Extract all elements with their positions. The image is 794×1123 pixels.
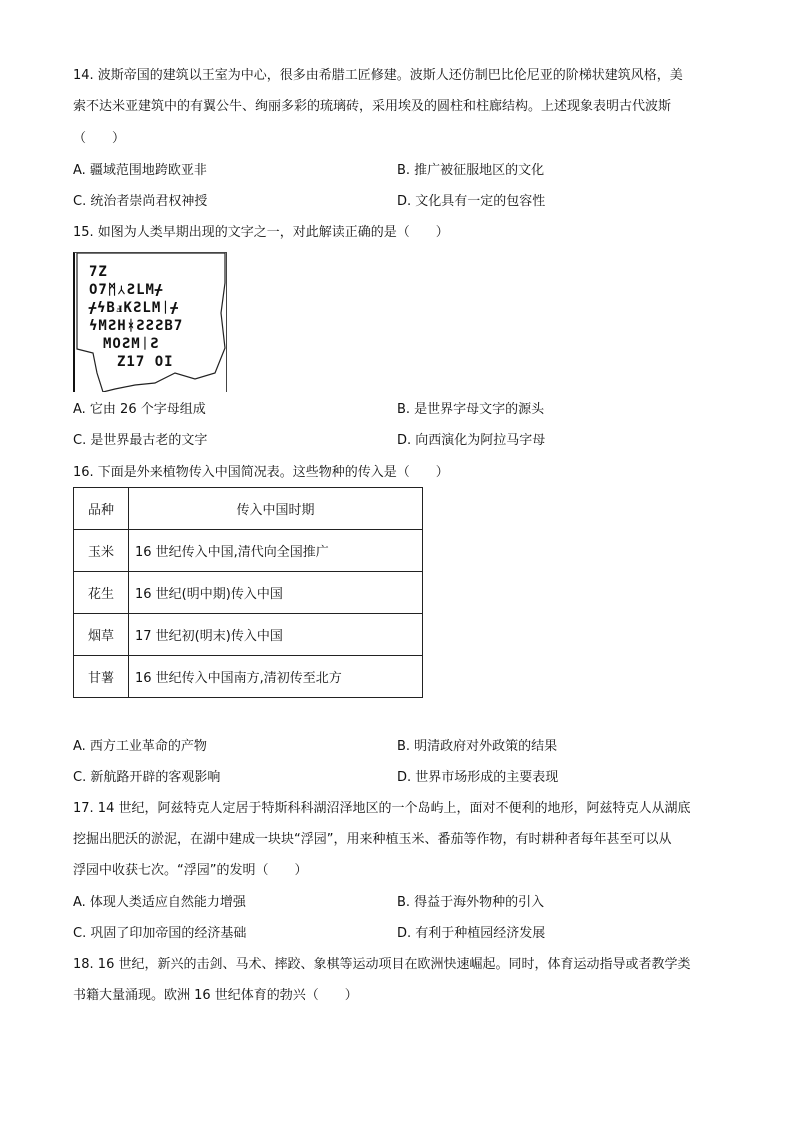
- q16-option-c: C. 新航路开辟的客观影响: [73, 770, 221, 785]
- q16-option-a: A. 西方工业革命的产物: [73, 739, 207, 754]
- inscription-line-4: ϟMƧHᚼƧƧƧB7: [89, 318, 184, 334]
- inscription-line-5: MOƧMᛁƧ: [103, 336, 160, 352]
- q14-option-a: A. 疆域范围地跨欧亚非: [73, 163, 207, 178]
- table-row: [74, 656, 423, 698]
- q15-option-a: A. 它由 26 个字母组成: [73, 402, 206, 417]
- q17-stem-line3: 浮园中收获七次。“浮园”的发明（ ）: [73, 863, 308, 878]
- table-row: [74, 614, 423, 656]
- plant-introduction-table: [73, 487, 423, 698]
- q18-stem-line2: 书籍大量涌现。欧洲 16 世纪体育的勃兴（ ）: [73, 988, 358, 1003]
- q14-option-c: C. 统治者崇尚君权神授: [73, 194, 208, 209]
- inscription-line-3: ᚋϟBⅎKƧLMᛁᚋ: [89, 300, 179, 316]
- table-header-variety: 品种: [74, 488, 129, 530]
- q16-option-d: D. 世界市场形成的主要表现: [397, 770, 559, 785]
- table-row: [74, 572, 423, 614]
- q17-stem-line1: 17. 14 世纪，阿兹特克人定居于特斯科科湖沼泽地区的一个岛屿上，面对不便利的地形，阿兹特克人从湖底: [73, 801, 691, 816]
- inscription-line-1: 7Z: [89, 264, 108, 280]
- q15-option-b: B. 是世界字母文字的源头: [397, 402, 545, 417]
- table-cell-variety: 烟草: [74, 614, 129, 656]
- table-cell-variety: 玉米: [74, 530, 129, 572]
- q17-option-c: C. 巩固了印加帝国的经济基础: [73, 926, 247, 941]
- table-cell-period: 16 世纪传入中国南方,清初传至北方: [129, 656, 423, 698]
- table-header-period: 传入中国时期: [129, 488, 423, 530]
- q17-stem-line2: 挖掘出肥沃的淤泥，在湖中建成一块块“浮园”，用来种植玉米、番茄等作物，有时耕种者每年甚至可以从: [73, 832, 672, 847]
- q14-stem-line1: 14. 波斯帝国的建筑以王室为中心，很多由希腊工匠修建。波斯人还仿制巴比伦尼亚的阶梯状建筑风格，美: [73, 68, 683, 83]
- table-cell-period: 17 世纪初(明末)传入中国: [129, 614, 423, 656]
- table-row: [74, 530, 423, 572]
- q14-option-b: B. 推广被征服地区的文化: [397, 163, 545, 178]
- ancient-inscription-image: [73, 252, 227, 392]
- q15-option-d: D. 向西演化为阿拉马字母: [397, 433, 546, 448]
- table-header-row: [74, 488, 423, 530]
- q15-stem: 15. 如图为人类早期出现的文字之一，对此解读正确的是（ ）: [73, 225, 449, 240]
- q16-stem: 16. 下面是外来植物传入中国简况表。这些物种的传入是（ ）: [73, 465, 449, 480]
- q14-stem-line3: （ ）: [73, 131, 126, 146]
- q17-option-a: A. 体现人类适应自然能力增强: [73, 895, 246, 910]
- q18-stem-line1: 18. 16 世纪，新兴的击剑、马术、摔跤、象棋等运动项目在欧洲快速崛起。同时，体育运动指导或者教学类: [73, 957, 691, 972]
- table-cell-variety: 花生: [74, 572, 129, 614]
- q14-option-d: D. 文化具有一定的包容性: [397, 194, 546, 209]
- q17-option-d: D. 有利于种植园经济发展: [397, 926, 546, 941]
- q16-option-b: B. 明清政府对外政策的结果: [397, 739, 558, 754]
- q15-option-c: C. 是世界最古老的文字: [73, 433, 208, 448]
- table-cell-variety: 甘薯: [74, 656, 129, 698]
- q17-option-b: B. 得益于海外物种的引入: [397, 895, 545, 910]
- table-cell-period: 16 世纪(明中期)传入中国: [129, 572, 423, 614]
- table-cell-period: 16 世纪传入中国,清代向全国推广: [129, 530, 423, 572]
- inscription-line-2: O7ᛗ⅄ƧLMᚋ: [89, 282, 163, 298]
- q14-stem-line2: 索不达米亚建筑中的有翼公牛、绚丽多彩的琉璃砖，采用埃及的圆柱和柱廊结构。上述现象表明古代波斯: [73, 99, 672, 114]
- inscription-line-6: Z17 OI: [117, 354, 174, 370]
